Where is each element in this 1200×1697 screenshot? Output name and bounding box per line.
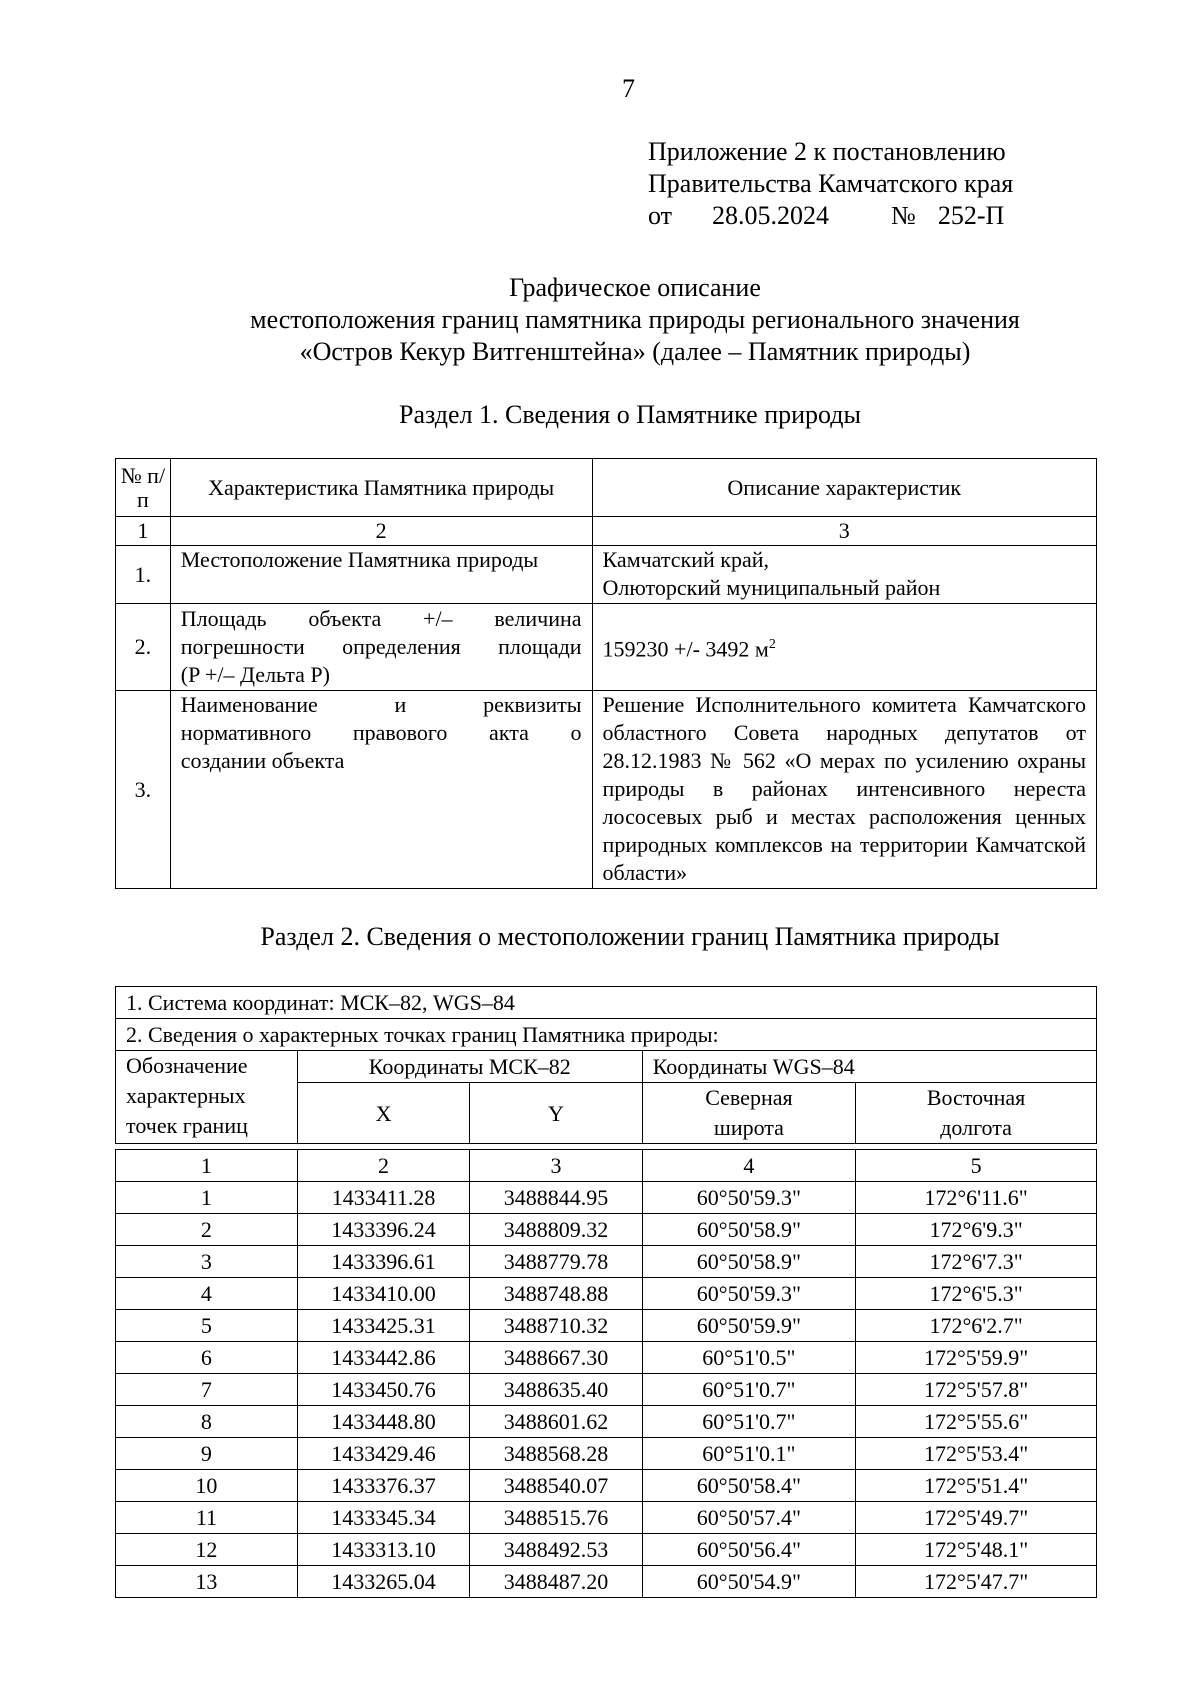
coord-system: 1. Система координат: МСК–82, WGS–84 (116, 987, 1097, 1019)
title-line-1: Графическое описание (509, 273, 761, 302)
wgs-latitude: 60°50'59.3" (642, 1278, 855, 1310)
designation-line: характерных (126, 1083, 246, 1108)
point-id: 11 (116, 1502, 298, 1534)
area-unit-exponent: 2 (768, 636, 776, 652)
wgs-longitude: 172°6'2.7" (856, 1310, 1097, 1342)
table-row (116, 1342, 1097, 1374)
appendix-line-3 (648, 200, 1013, 232)
point-id: 3 (116, 1246, 298, 1278)
msk-y: 3488540.07 (470, 1470, 642, 1502)
title-line-3: «Остров Кекур Витгенштейна» (далее – Памятник природы) (299, 337, 971, 366)
longitude-line: долгота (940, 1115, 1012, 1140)
document-title (200, 272, 1070, 368)
table-row (116, 1182, 1097, 1214)
header-longitude (856, 1083, 1097, 1144)
longitude-line: Восточная (926, 1085, 1026, 1110)
coordinate-rows (116, 1182, 1097, 1598)
msk-y: 3488568.28 (470, 1438, 642, 1470)
col-number: 2 (297, 1150, 469, 1182)
header-row-1 (116, 1051, 1097, 1083)
header-y: Y (470, 1083, 642, 1144)
wgs-longitude: 172°5'49.7" (856, 1502, 1097, 1534)
appendix-line-2: Правительства Камчатского края (648, 169, 1014, 198)
msk-x: 1433345.34 (297, 1502, 469, 1534)
table-row (116, 1278, 1097, 1310)
designation-line: точек границ (126, 1113, 248, 1138)
table-row (116, 546, 1097, 604)
point-id: 5 (116, 1310, 298, 1342)
msk-x: 1433425.31 (297, 1310, 469, 1342)
column-number-row (116, 517, 1097, 546)
point-id: 8 (116, 1406, 298, 1438)
wgs-latitude: 60°50'54.9" (642, 1566, 855, 1598)
table-row (116, 1374, 1097, 1406)
msk-x: 1433265.04 (297, 1566, 469, 1598)
row-num: 3. (116, 691, 171, 889)
row-characteristic (170, 691, 592, 889)
wgs-longitude: 172°5'55.6" (856, 1406, 1097, 1438)
wgs-longitude: 172°5'48.1" (856, 1534, 1097, 1566)
wgs-longitude: 172°6'9.3" (856, 1214, 1097, 1246)
point-id: 10 (116, 1470, 298, 1502)
col-number: 4 (642, 1150, 855, 1182)
table-row (116, 604, 1097, 691)
section-1-table (115, 458, 1097, 889)
wgs-longitude: 172°5'53.4" (856, 1438, 1097, 1470)
header-latitude (642, 1083, 855, 1144)
resolution-number: 252-П (937, 201, 1005, 230)
wgs-latitude: 60°51'0.1" (642, 1438, 855, 1470)
wgs-latitude: 60°50'57.4" (642, 1502, 855, 1534)
col-number: 3 (470, 1150, 642, 1182)
wgs-latitude: 60°50'59.3" (642, 1182, 855, 1214)
wgs-latitude: 60°50'58.9" (642, 1214, 855, 1246)
msk-x: 1433411.28 (297, 1182, 469, 1214)
point-id: 7 (116, 1374, 298, 1406)
msk-y: 3488748.88 (470, 1278, 642, 1310)
msk-x: 1433313.10 (297, 1534, 469, 1566)
msk-y: 3488515.76 (470, 1502, 642, 1534)
row-num: 1. (116, 546, 171, 604)
msk-y: 3488844.95 (470, 1182, 642, 1214)
wgs-latitude: 60°50'58.4" (642, 1470, 855, 1502)
description-line: Камчатский край, (602, 547, 769, 572)
table-row (116, 1246, 1097, 1278)
msk-y: 3488779.78 (470, 1246, 642, 1278)
col-number: 5 (856, 1150, 1097, 1182)
characteristic-line: Наименование и реквизиты (180, 692, 582, 717)
coordinates-table (115, 986, 1097, 1598)
wgs-longitude: 172°6'11.6" (856, 1182, 1097, 1214)
section-1-title: Раздел 1. Сведения о Памятнике природы (399, 400, 861, 429)
coord-system-row (116, 987, 1097, 1019)
header-num: № п/п (116, 459, 171, 517)
wgs-longitude: 172°5'57.8" (856, 1374, 1097, 1406)
header-x: X (297, 1083, 469, 1144)
points-caption-row (116, 1019, 1097, 1051)
header-msk: Координаты МСК–82 (297, 1051, 642, 1083)
point-id: 13 (116, 1566, 298, 1598)
wgs-longitude: 172°6'5.3" (856, 1278, 1097, 1310)
point-id: 1 (116, 1182, 298, 1214)
col-number: 1 (116, 517, 171, 546)
description-line: Олюторский муниципальный район (602, 575, 941, 600)
from-label: от (648, 201, 673, 230)
msk-x: 1433410.00 (297, 1278, 469, 1310)
wgs-latitude: 60°51'0.7" (642, 1374, 855, 1406)
title-line-2: местоположения границ памятника природы регионального значения (250, 305, 1020, 334)
characteristic-line: нормативного правового акта о (180, 720, 582, 745)
table-row (116, 1310, 1097, 1342)
characteristic-line: погрешности определения площади (180, 634, 582, 659)
wgs-latitude: 60°50'56.4" (642, 1534, 855, 1566)
wgs-latitude: 60°50'58.9" (642, 1246, 855, 1278)
points-caption: 2. Сведения о характерных точках границ Памятника природы: (116, 1019, 1097, 1051)
page-number: 7 (622, 74, 635, 103)
latitude-line: Северная (705, 1085, 793, 1110)
column-number-row (116, 1150, 1097, 1182)
header-designation (116, 1051, 298, 1144)
resolution-date: 28.05.2024 (712, 201, 830, 230)
msk-y: 3488710.32 (470, 1310, 642, 1342)
latitude-line: широта (713, 1115, 784, 1140)
wgs-longitude: 172°6'7.3" (856, 1246, 1097, 1278)
msk-x: 1433396.24 (297, 1214, 469, 1246)
designation-line: Обозначение (126, 1053, 248, 1078)
msk-x: 1433448.80 (297, 1406, 469, 1438)
col-number: 1 (116, 1150, 298, 1182)
area-value: 159230 +/- 3492 м (602, 636, 769, 662)
number-sign: № (891, 201, 916, 230)
msk-x: 1433376.37 (297, 1470, 469, 1502)
col-number: 3 (592, 517, 1096, 546)
msk-x: 1433429.46 (297, 1438, 469, 1470)
appendix-header (648, 136, 1013, 232)
characteristic-line: (P +/– Дельта P) (180, 662, 330, 687)
msk-x: 1433442.86 (297, 1342, 469, 1374)
characteristic-line: создании объекта (180, 748, 345, 773)
msk-y: 3488635.40 (470, 1374, 642, 1406)
col-number: 2 (170, 517, 592, 546)
wgs-latitude: 60°50'59.9" (642, 1310, 855, 1342)
point-id: 12 (116, 1534, 298, 1566)
row-num: 2. (116, 604, 171, 691)
msk-x: 1433450.76 (297, 1374, 469, 1406)
wgs-longitude: 172°5'47.7" (856, 1566, 1097, 1598)
msk-x: 1433396.61 (297, 1246, 469, 1278)
wgs-latitude: 60°51'0.5" (642, 1342, 855, 1374)
point-id: 4 (116, 1278, 298, 1310)
row-description (592, 604, 1096, 691)
row-description: Решение Исполнительного комитета Камчатского областного Совета народных депутатов от 28.12.1983 № 562 «О мерах по усилению охраны природы в районах интенсивного нереста лососевых рыб и местах расположения ценных природных комплексов на территории Камчатской области» (592, 691, 1096, 889)
table-row (116, 1470, 1097, 1502)
characteristic-line: Площадь объекта +/– величина (180, 606, 582, 631)
header-wgs: Координаты WGS–84 (642, 1051, 1096, 1083)
point-id: 9 (116, 1438, 298, 1470)
table-row (116, 691, 1097, 889)
table-row (116, 1534, 1097, 1566)
row-characteristic: Местоположение Памятника природы (170, 546, 592, 604)
msk-y: 3488601.62 (470, 1406, 642, 1438)
header-description: Описание характеристик (592, 459, 1096, 517)
wgs-latitude: 60°51'0.7" (642, 1406, 855, 1438)
point-id: 2 (116, 1214, 298, 1246)
msk-y: 3488487.20 (470, 1566, 642, 1598)
table-row (116, 1502, 1097, 1534)
msk-y: 3488809.32 (470, 1214, 642, 1246)
table-row (116, 1406, 1097, 1438)
header-characteristic: Характеристика Памятника природы (170, 459, 592, 517)
table-row (116, 1438, 1097, 1470)
msk-y: 3488667.30 (470, 1342, 642, 1374)
appendix-line-1: Приложение 2 к постановлению (648, 137, 1006, 166)
msk-y: 3488492.53 (470, 1534, 642, 1566)
wgs-longitude: 172°5'59.9" (856, 1342, 1097, 1374)
table-header-row (116, 459, 1097, 517)
point-id: 6 (116, 1342, 298, 1374)
row-description (592, 546, 1096, 604)
table-row (116, 1566, 1097, 1598)
row-characteristic (170, 604, 592, 691)
wgs-longitude: 172°5'51.4" (856, 1470, 1097, 1502)
section-2-title: Раздел 2. Сведения о местоположении границ Памятника природы (260, 922, 1000, 951)
table-row (116, 1214, 1097, 1246)
